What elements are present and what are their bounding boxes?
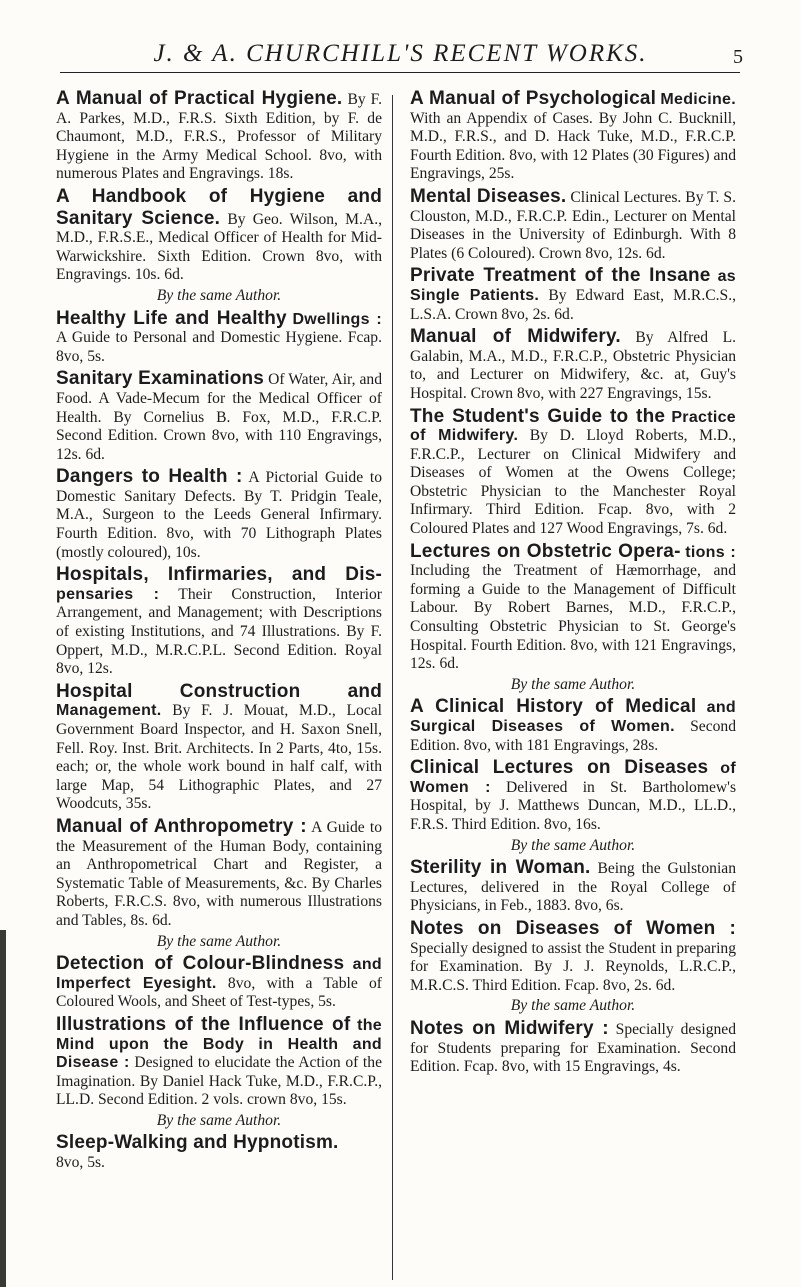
book-entry xyxy=(56,186,382,285)
book-description: Delivered in St. Bartholomew's Hospital, by J. Matthews Duncan, M.D., LL.D., F.R.S. Third Edition. 8vo, 16s. xyxy=(410,778,737,833)
book-title: A Manual of Practical Hygiene. xyxy=(56,88,343,109)
book-subtitle: the Mind upon the Body in Health and Disease : xyxy=(56,1016,382,1072)
book-entry xyxy=(410,186,736,263)
book-title: Hospital Construction and xyxy=(56,680,382,702)
book-description: Specially designed for Students preparing for Examination. Second Edition. Fcap. 8vo, with 15 Engravings, 4s. xyxy=(410,1020,737,1076)
running-header xyxy=(0,40,801,68)
book-description: By Alfred L. Galabin, M.A., M.D., F.R.C.P., Obstetric Physician to, and Lecturer on Midwifery, &c. at, Guy's Hospital. Crown 8vo, with 227 Engravings, 15s. xyxy=(410,329,736,402)
book-description: A Pictorial Guide to Domestic Sanitary Defects. By T. Pridgin Teale, M.A., Surgeon to the Leeds General Infirmary. Fourth Edition. 8vo, with 70 Lithograph Plates (mostly coloured), 10s. xyxy=(56,469,383,561)
book-subtitle: as Single Patients. xyxy=(410,268,736,304)
book-entry xyxy=(410,696,736,755)
book-subtitle: and Surgical Diseases of Women. xyxy=(410,699,736,735)
book-description: 8vo, with a Table of Coloured Wools, and Sheet of Test-types, 5s. xyxy=(56,974,382,1011)
book-title: Hospitals, Infirmaries, and Dis- xyxy=(56,564,382,586)
book-description: By D. Lloyd Roberts, M.D., F.R.C.P., Lecturer on Clinical Midwifery and Diseases of Women at the Owens College; Obstetric Physician to the Manchester Royal Infirmary. Third Edition. Fcap. 8vo, with 2 Coloured Plates and 127 Wood Engravings, 7s. 6d. xyxy=(410,427,736,538)
running-header-title: J. & A. CHURCHILL'S RECENT WORKS. xyxy=(153,40,648,67)
book-title: A Handbook of Hygiene and Sanitary Science. xyxy=(56,185,382,229)
page-number: 5 xyxy=(733,46,743,68)
book-description: Clinical Lectures. By T. S. Clouston, M.D., F.R.C.P. Edin., Lecturer on Mental Diseases in the University of Edinburgh. With 8 Plates (6 Coloured). Crown 8vo, 12s. 6d. xyxy=(410,188,737,262)
book-subtitle: and Imperfect Eyesight. xyxy=(56,956,382,992)
book-entry xyxy=(410,857,736,916)
book-title: Lectures on Obstetric Opera- xyxy=(410,540,681,562)
book-entry xyxy=(410,541,736,674)
left-column xyxy=(56,88,382,1175)
right-column xyxy=(410,88,736,1079)
book-subtitle: tions : xyxy=(685,543,736,561)
same-author-note: By the same Author. xyxy=(156,932,282,950)
book-title: Private Treatment of the Insane xyxy=(410,265,711,287)
book-entry xyxy=(56,953,382,1012)
book-title: Detection of Colour-Blindness xyxy=(56,953,345,975)
book-entry xyxy=(56,88,382,184)
book-description: By F. A. Parkes, M.D., F.R.S. Sixth Edition, by F. de Chaumont, M.D., F.R.S., Professor of Military Hygiene in the Army Medical School. 8vo, with numerous Plates and Engravings. 18s. xyxy=(56,91,382,183)
column-divider xyxy=(392,95,393,1280)
book-title: Notes on Midwifery : xyxy=(410,1017,609,1039)
book-description: Second Edition. 8vo, with 181 Engravings, 28s. xyxy=(410,718,736,754)
same-author-note: By the same Author. xyxy=(510,675,636,693)
book-entry xyxy=(56,466,382,562)
book-title: A Clinical History of Medical xyxy=(410,696,697,718)
book-title: A Manual of Psychological xyxy=(410,88,657,109)
same-author-note: By the same Author. xyxy=(510,836,636,854)
page-edge-shadow xyxy=(0,930,6,1287)
book-title: Illustrations of the Influence of xyxy=(56,1013,351,1035)
book-description: Specially designed to assist the Student in preparing for Examination. By J. J. Reynolds, L.R.C.P., M.R.C.S. Third Edition. Fcap. 8vo, 2s. 6d. xyxy=(410,939,736,994)
book-subtitle: Medicine. xyxy=(660,91,736,108)
book-entry xyxy=(410,88,736,184)
book-description: Being the Gulstonian Lectures, delivered in the Royal College of Physicians, in Feb., 1883. 8vo, 6s. xyxy=(410,860,736,915)
book-entry xyxy=(56,681,382,814)
book-subtitle: pensaries : xyxy=(56,585,160,603)
book-entry xyxy=(56,1132,382,1172)
header-rule xyxy=(60,72,740,73)
book-entry xyxy=(410,326,736,403)
book-description: With an Appendix of Cases. By John C. Bucknill, M.D., F.R.S., and D. Hack Tuke, M.D., F.R.C.P. Fourth Edition. 8vo, with 12 Plates (30 Figures) and Engravings, 25s. xyxy=(410,109,736,183)
book-description: By Edward East, M.R.C.S., L.S.A. Crown 8vo, 2s. 6d. xyxy=(410,286,736,323)
book-title: The Student's Guide to the xyxy=(410,405,666,427)
book-entry xyxy=(410,757,736,834)
book-title: Manual of Anthropometry : xyxy=(56,815,307,837)
book-description: A Guide to the Measurement of the Human Body, containing an Anthropometrical Chart and Register, a Systematic Table of Measurements, &c. By Charles Roberts, F.R.C.S. 8vo, with numerous Illustrations and Tables, 8s. 6d. xyxy=(56,818,382,929)
book-title: Sanitary Examinations xyxy=(56,368,265,390)
book-subtitle: Practice of Midwifery. xyxy=(410,408,736,445)
book-title: Sterility in Woman. xyxy=(410,857,591,879)
book-entry xyxy=(410,406,736,539)
book-title: Dangers to Health : xyxy=(56,466,243,488)
book-description: 8vo, 5s. xyxy=(56,1154,105,1172)
book-description: Of Water, Air, and Food. A Vade-Mecum for the Medical Officer of Health. By Cornelius B. Fox, M.D., F.R.C.P. Second Edition. Crown 8vo, with 110 Engravings, 12s. 6d. xyxy=(56,371,382,463)
book-title: Mental Diseases. xyxy=(410,185,567,207)
book-title: Manual of Midwifery. xyxy=(410,326,621,348)
book-entry xyxy=(56,1014,382,1110)
book-subtitle: of Women : xyxy=(410,760,736,796)
book-entry xyxy=(56,816,382,931)
book-subtitle: Dwellings : xyxy=(292,310,382,328)
book-description: Their Construction, Interior Arrangement, and Management; with Descriptions of existing Institutions, and 74 Illustrations. By F. Oppert, M.D., M.R.C.P.L. Second Edition. Royal 8vo, 12s. xyxy=(56,585,382,678)
book-description: Designed to elucidate the Action of the Imagination. By Daniel Hack Tuke, M.D., F.R.C.P., LL.D. Second Edition. 2 vols. crown 8vo, 15s. xyxy=(56,1054,382,1109)
book-entry xyxy=(56,308,382,367)
book-subtitle: Management. xyxy=(56,702,162,720)
book-title: Notes on Diseases of Women : xyxy=(410,917,736,939)
same-author-note: By the same Author. xyxy=(156,1111,282,1129)
book-entry xyxy=(410,265,736,324)
book-description: By F. J. Mouat, M.D., Local Government Board Inspector, and H. Saxon Snell, Fell. Roy. Inst. Brit. Architects. In 2 Parts, 4to, 15s. each; or, the whole work bound in half calf, with large Map, 54 Lithographic Plates, and 27 Woodcuts, 35s. xyxy=(56,702,382,813)
book-title: Healthy Life and Healthy xyxy=(56,307,287,329)
same-author-note: By the same Author. xyxy=(510,997,636,1015)
book-title: Sleep-Walking and Hypnotism. xyxy=(56,1132,339,1154)
same-author-note: By the same Author. xyxy=(156,286,282,304)
book-description: A Guide to Personal and Domestic Hygiene. Fcap. 8vo, 5s. xyxy=(56,329,382,365)
book-title: Clinical Lectures on Diseases xyxy=(410,757,709,779)
book-description: By Geo. Wilson, M.A., M.D., F.R.S.E., Medical Officer of Health for Mid-Warwickshire. Sixth Edition. Crown 8vo, with Engravings. 10s. 6d. xyxy=(56,210,383,284)
book-entry xyxy=(56,564,382,679)
book-description: Including the Treatment of Hæmorrhage, and forming a Guide to the Management of Difficult Labour. By Robert Barnes, M.D., F.R.C.P., Consulting Obstetric Physician to St. George's Hospital. Fourth Edition. 8vo, with 121 Engravings, 12s. 6d. xyxy=(410,562,736,673)
book-entry xyxy=(410,1018,736,1077)
book-entry xyxy=(410,918,736,995)
book-entry xyxy=(56,368,382,464)
